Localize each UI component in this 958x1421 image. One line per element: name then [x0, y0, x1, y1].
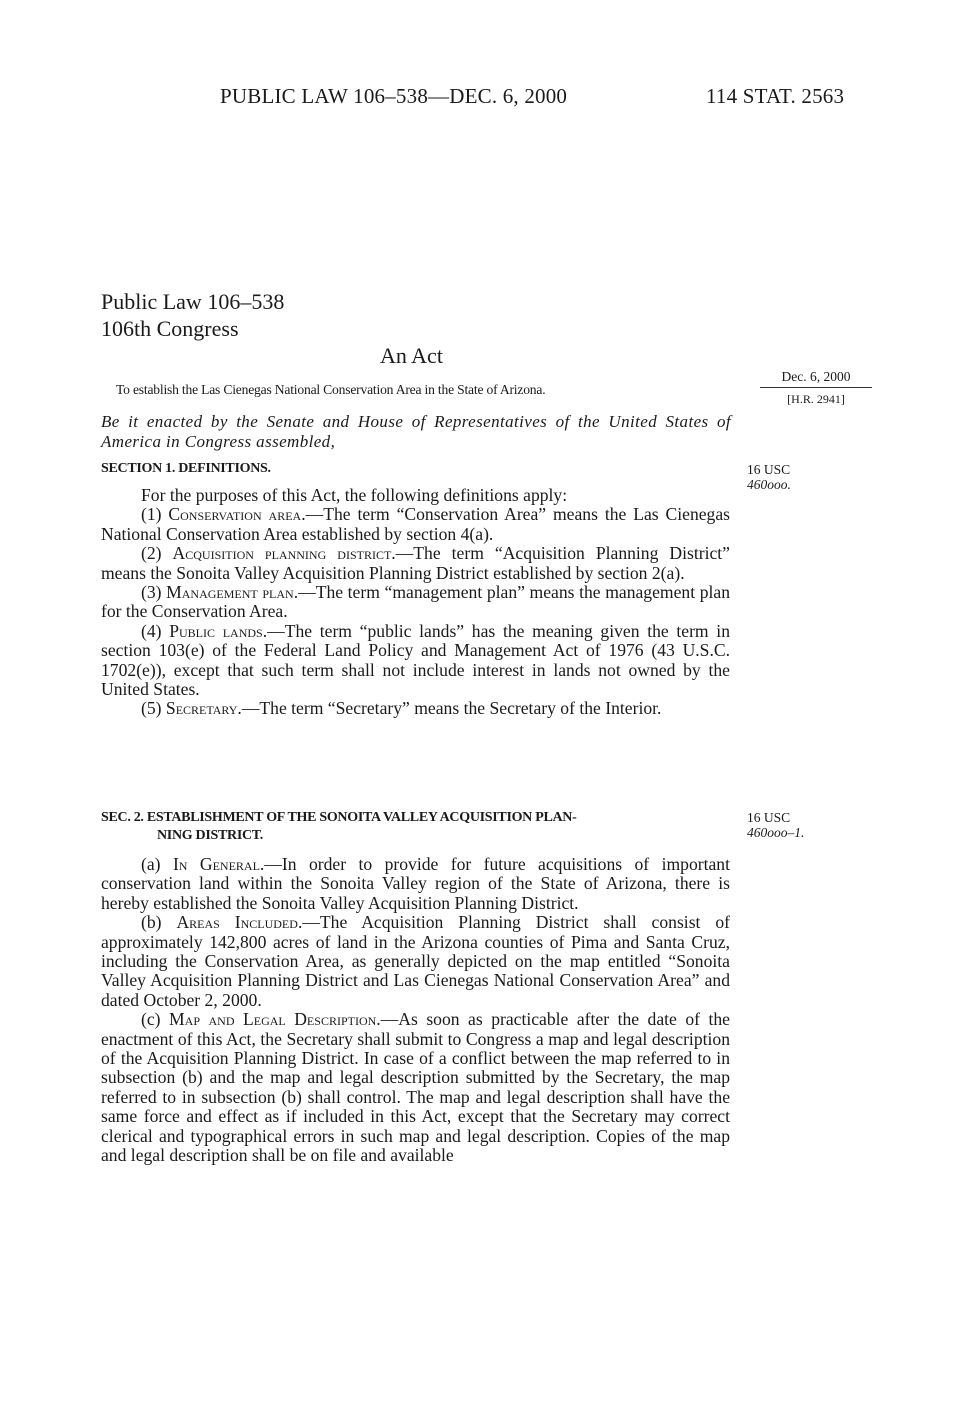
margin-usc-section: 460ooo–1. — [747, 825, 805, 840]
subsection-a: (a) In General.—In order to provide for future acquisitions of important conservation land within the Sonoita Valley region of the State of Arizona, there is hereby established the Sonoita Valley Acquisition Planning District. — [101, 854, 730, 913]
margin-date: Dec. 6, 2000 — [760, 369, 872, 388]
running-head-citation: PUBLIC LAW 106–538—DEC. 6, 2000 — [220, 84, 568, 108]
definition-5: (5) Secretary.—The term “Secretary” means the Secretary of the Interior. — [141, 698, 662, 719]
running-head-stat-page: 114 STAT. 2563 — [706, 84, 845, 108]
margin-date-note — [760, 369, 872, 407]
definition-1: (1) Conservation area.—The term “Conservation Area” means the Las Cienegas National Conservation Area established by section 4(a). — [101, 504, 730, 544]
defined-term: Secretary — [165, 698, 238, 719]
section-2-heading — [101, 809, 741, 845]
margin-usc-section: 460ooo. — [747, 477, 791, 492]
margin-usc-title: 16 USC — [747, 810, 791, 825]
subsection-c: (c) Map and Legal Description.—As soon as practicable after the date of the enactment of this Act, the Secretary shall submit to Congress a map and legal description of the Acquisition Planning District. In case of a conflict between the map referred to in subsection (b) and the map and legal description submitted by the Secretary, the map referred to in subsection (b) shall control. The map and legal description shall have the same force and effect as if included in this Act, except that the Secretary may correct clerical and typographical errors in such map and legal description. Copies of the map and legal description shall be on file and available — [101, 1009, 730, 1166]
section-2-heading-line-2: NING DISTRICT. — [157, 828, 264, 843]
public-law-number: Public Law 106–538 — [101, 289, 285, 314]
definition-4: (4) Public lands.—The term “public lands” has the meaning given the term in section 103(e) of the Federal Land Policy and Management Act of 1976 (43 U.S.C. 1702(e)), except that such term shall not include interest in lands not owned by the United States. — [101, 620, 730, 700]
act-purpose: To establish the Las Cienegas National Conservation Area in the State of Arizona. — [116, 382, 546, 397]
defined-term: Public lands — [169, 620, 263, 641]
margin-usc-note-1 — [747, 462, 791, 492]
defined-term: Conservation area — [168, 504, 302, 525]
section-1-intro: For the purposes of this Act, the following definitions apply: — [141, 485, 568, 505]
subsection-heading: Map and Legal Description — [169, 1009, 377, 1030]
margin-bill-number: [H.R. 2941] — [787, 392, 845, 406]
margin-usc-title: 16 USC — [747, 462, 791, 477]
section-1-heading: SECTION 1. DEFINITIONS. — [101, 461, 271, 476]
congress-number: 106th Congress — [101, 316, 239, 341]
subsection-heading: Areas Included — [176, 912, 298, 933]
definition-2: (2) Acquisition planning district.—The term “Acquisition Planning District” means the Sonoita Valley Acquisition Planning District established by section 2(a). — [101, 543, 730, 583]
act-heading: An Act — [380, 343, 443, 368]
subsection-heading: In General — [172, 854, 260, 874]
section-1-body — [101, 486, 730, 719]
subsection-b: (b) Areas Included.—The Acquisition Planning District shall consist of approximately 142,800 acres of land in the Arizona counties of Pima and Santa Cruz, including the Conservation Area, as generally depicted on the map entitled “Sonoita Valley Acquisition Planning District and Las Cienegas National Conservation Area” and dated October 2, 2000. — [101, 912, 731, 1010]
enacting-clause: Be it enacted by the Senate and House of Representatives of the United States of America in Congress assembled, — [101, 412, 731, 451]
section-2-body — [101, 855, 730, 1166]
definition-3: (3) Management plan.—The term “management plan” means the management plan for the Conservation Area. — [101, 582, 730, 622]
defined-term: Management plan — [166, 582, 294, 603]
margin-usc-note-2 — [747, 810, 804, 840]
defined-term: Acquisition planning district — [172, 543, 392, 564]
section-2-heading-line-1: SEC. 2. ESTABLISHMENT OF THE SONOITA VALLEY ACQUISITION PLAN- — [101, 810, 577, 825]
